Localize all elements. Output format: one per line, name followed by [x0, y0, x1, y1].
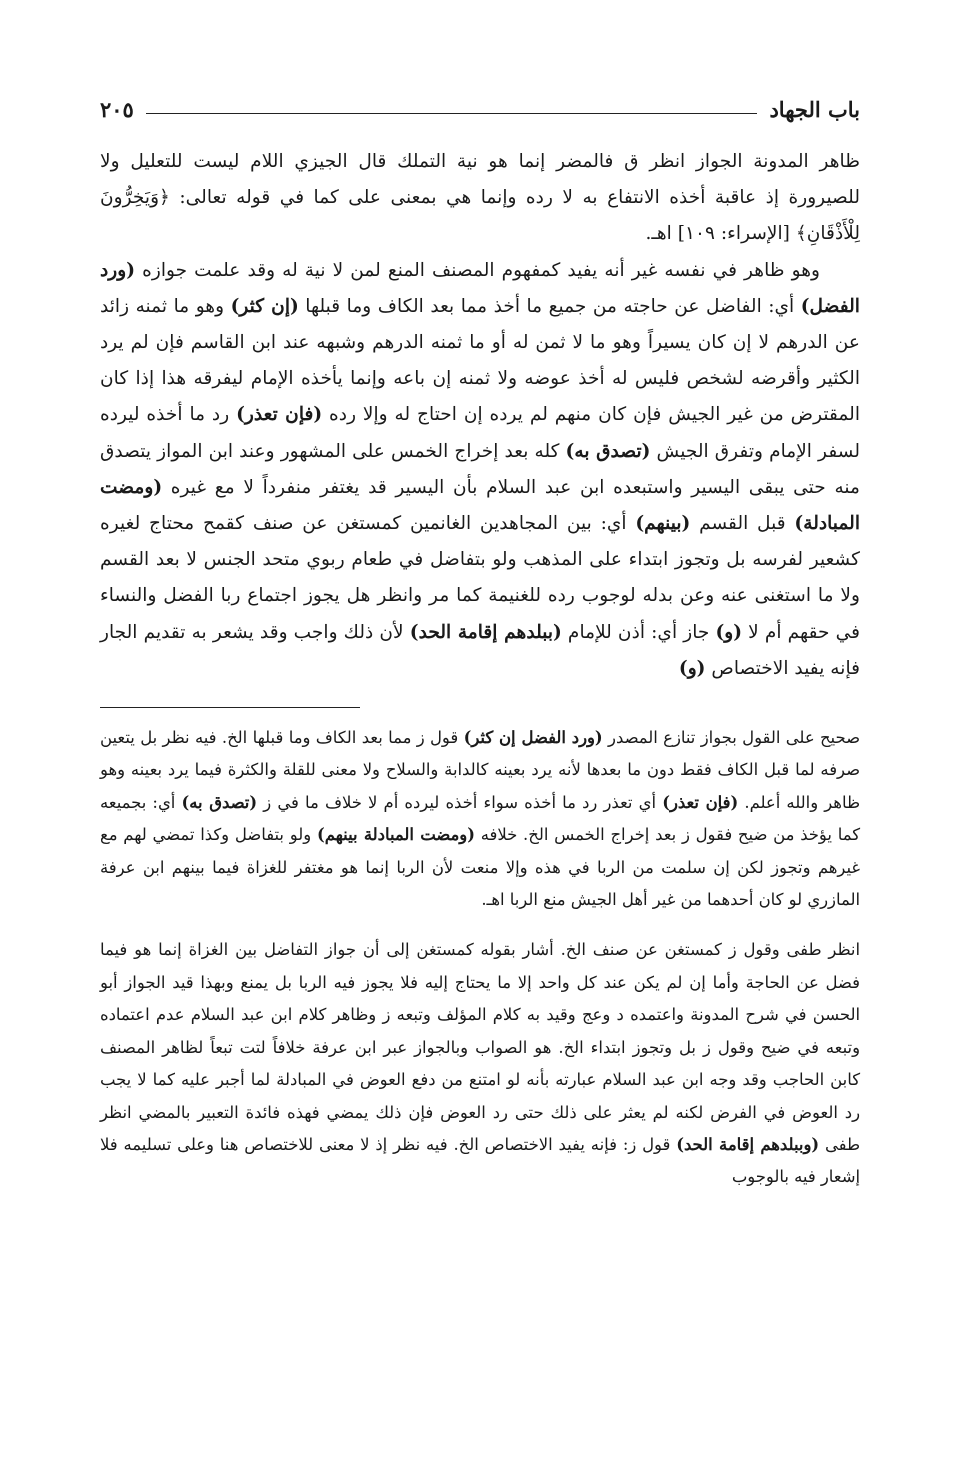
- matn-keyword: (و): [715, 621, 743, 643]
- text-segment: لأن ذلك واجب وقد يشعر به تقديم الجار فإنه يفيد الاختصاص: [100, 621, 860, 679]
- text-segment: قول ز: فإنه يفيد الاختصاص الخ. فيه نظر إذ لا معنى للاختصاص هنا وعلى تسليمه فلا إشعار فيه بالوجوب: [100, 1134, 860, 1187]
- main-paragraph-2: [100, 253, 860, 687]
- matn-keyword: (إن كثر): [230, 295, 299, 317]
- footnote-1: [100, 722, 860, 916]
- matn-keyword: (ورد الفضل إن كثر): [463, 728, 603, 748]
- main-paragraph-1: ظاهر المدونة الجواز انظر ق فالمضر إنما هو نية التملك قال الجيزي اللام ليست للتعليل ولا للصيرورة إذ عاقبة أخذه الانتفاع به لا رده وإنما هي بمعنى على كما في قوله تعالى: ﴿وَيَخِرُّونَ لِلْأَذْقَانِ﴾ [الإسراء: ١٠٩] اهـ.: [100, 151, 860, 245]
- text-segment: رد ما أخذه ليرده لسفر الإمام وتفرق الجيش: [100, 404, 860, 462]
- matn-keyword: (ومضت المبادلة): [100, 476, 860, 535]
- page-number: ٢٠٥: [100, 96, 134, 122]
- matn-keyword: (و): [678, 657, 706, 679]
- text-segment: قول ز مما بعد الكاف وما قبلها الخ. فيه نظر بل يتعين صرفه لما قبل الكاف فقط دون ما بعدها لأنه يرد بعينه كالدابة والسلاح ولا معنى للقلة والكثرة فيما يرد بعينه وهو ظاهر والله أعلم.: [100, 728, 860, 812]
- running-header: [100, 92, 860, 126]
- text-segment: وهو ظاهر في نفسه غير أنه يفيد كمفهوم المصنف المنع لمن لا نية له وقد علمت جوازه: [135, 259, 820, 281]
- matn-keyword: (بينهم): [635, 513, 691, 535]
- matn-keyword: (تصدق به): [181, 792, 258, 812]
- matn-keyword: (فإن تعذر): [236, 404, 323, 426]
- matn-keyword: (ببلدهم إقامة الحد): [409, 621, 562, 643]
- matn-keyword: (وببلدهم إقامة الحد): [676, 1134, 820, 1154]
- text-segment: أي تعذر رد ما أخذه سواء أخذه ليرده أم لا خلاف ما في ز: [257, 792, 663, 812]
- footnotes: [100, 722, 860, 1194]
- text-segment: أي: الفاضل عن حاجته من جميع ما أخذ مما بعد الكاف وما قبلها: [298, 295, 801, 317]
- matn-keyword: (ومضت المبادلة بينهم): [316, 825, 475, 845]
- book-page: [100, 92, 860, 1194]
- matn-keyword: (تصدق به): [565, 440, 651, 462]
- text-segment: صحيح على القول بجواز تنازع المصدر: [602, 728, 861, 748]
- text-segment: أي: بجميعه كما يؤخذ من ضيح فقول ز بعد إخراج الخمس الخ. خلافه: [100, 792, 861, 845]
- chapter-title: باب الجهاد: [769, 96, 860, 122]
- text-segment: كله بعد إخراج الخمس على المشهور وعند ابن المواز يتصدق منه حتى يبقى اليسير واستبعده ابن عبد السلام بأن اليسير قد يغتفر منفرداً لا مع غيره: [100, 440, 860, 498]
- header-rule: [146, 113, 758, 114]
- text-segment: جاز أي: أذن للإمام: [561, 621, 716, 643]
- main-text: [100, 144, 860, 687]
- text-segment: ولو بتفاضل وكذا تمضي لهم مع غيرهم وتجوز لكن إن سلمت من الربا في هذه وإلا منعت لأن الربا إنما هو مغتفر للغزاة فيما بينهم ابن عرفة المازري لو كان أحدهما من غير أهل الجيش منع الربا اهـ.: [100, 825, 860, 910]
- matn-keyword: (فإن تعذر): [662, 792, 739, 812]
- matn-keyword: (ورد الفضل): [100, 259, 860, 317]
- text-segment: وهو ما ثمنه زائد عن الدرهم لا إن كان يسيراً وهو ما لا ثمن له أو ما ثمنه الدرهم وشبهه عند ابن القاسم فإن لم يرد الكثير وأقرضه لشخص فليس له أخذ عوضه ولا ثمنه إن باعه وإنما يأخذه الإمام ليفرقه هذا إذا كان المقترض من غير الجيش فإن كان منهم لم يرده إن احتاج له وإلا رده: [100, 295, 860, 426]
- text-segment: أي: بين المجاهدين الغانمين كمستغن عن صنف كقمح محتاج لغيره كشعير لفرسه بل وتجوز ابتداء على المذهب ولو بتفاضل في طعام ربوي متحد الجنس لا بعد القسم ولا ما استغنى عنه وعن بدله لوجوب رده للغنيمة كما مر وانظر هل يجوز اجتماع ربا الفضل والنساء في حقهم أم لا: [100, 513, 861, 643]
- footnote-separator: [100, 707, 360, 708]
- text-segment: انظر طفى وقول ز كمستغن عن صنف الخ. أشار بقوله كمستغن إلى أن جواز التفاضل بين الغزاة إنما هو فيما فضل عن الحاجة وأما إن لم يكن عند كل واحد إلا ما يحتاج إليه فلا يجوز فيه الربا بل يمنع وبهذا قيد الجواز أبو الحسن في شرح المدونة واعتمده د وعج وقيد به كلام المؤلف وتبعه ز وظاهر كلام ابن عبد السلام عدم اعتماده وتبعه في ضيح وقول ز بل وتجوز ابتداء الخ. هو الصواب وبالجواز عبر ابن عرفة خلافاً لتت تبعاً لظاهر المصنف كابن الحاجب وقد وجه ابن عبد السلام عبارته بأنه لو امتنع من دفع العوض في المبادلة لما أجبر عليه كما لا يجب رد العوض في الفرض لكنه لم يعثر على ذلك حتى رد العوض فإن ذلك يمضي فهذه فائدة التعبير بالمضي انظر طفى: [100, 940, 860, 1154]
- footnote-2: [100, 934, 860, 1193]
- text-segment: قبل القسم: [690, 513, 795, 535]
